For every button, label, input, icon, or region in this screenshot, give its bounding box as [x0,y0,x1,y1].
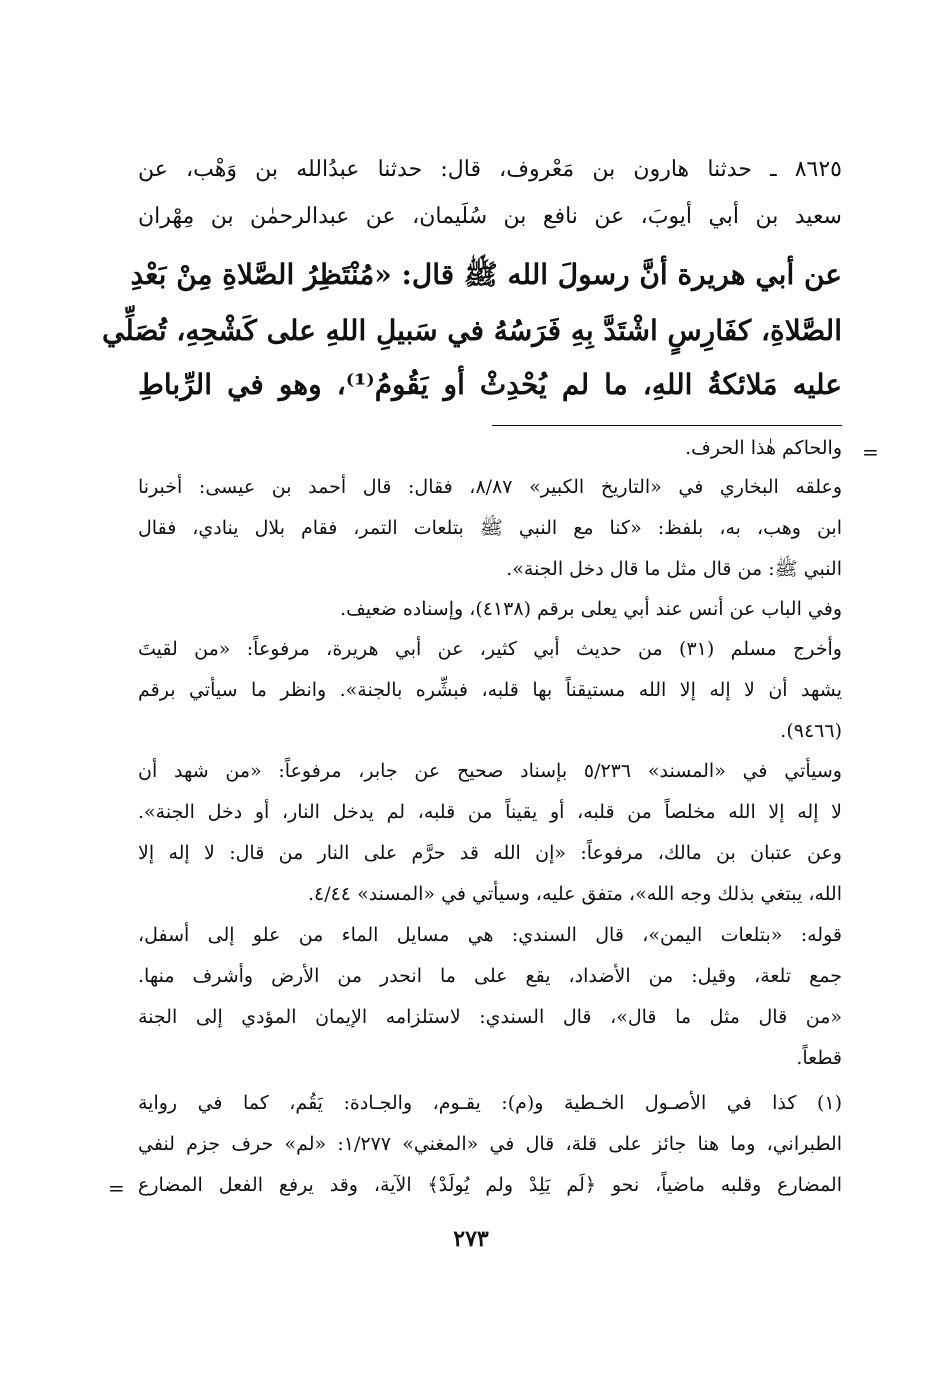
footnote-line-12: الله، يبتغي بذلك وجه الله»، متفق عليه، وسيأتي في «المسند» ٤/٤٤. [307,883,842,905]
footnote-end-marker: = [108,1176,125,1200]
footnote-line-5: وفي الباب عن أنس عند أبي يعلى برقم (٤١٣٨)، وإسناده ضعيف. [340,598,842,620]
footnote-line-6: وأخرج مسلم (٣١) من حديث أبي كثير، عن أبي هريرة، مرفوعاً: «من لقيتَ [138,638,842,660]
footnote-separator [492,425,842,426]
sanad-line-2: سعيد بن أبي أيوبَ، عن نافع بن سُلَيمان، عن عبدالرحمٰن بن مِهْران [138,204,842,229]
footnote-line-1: والحاكم هٰذا الحرف. [685,437,842,459]
footnote-line-4: النبي ﷺ: من قال مثل ما قال دخل الجنة». [506,558,842,580]
footnote-line-19: المضارع وقلبه ماضياً، نحو ﴿لَم يَلِدْ ولم يُولَدْ﴾ الآية، وقد يرفع الفعل المضارع [138,1174,842,1196]
footnote-line-13: قوله: «بتلعات اليمن»، قال السندي: هي مسايل الماء من علو إلى أسفل، [138,924,842,946]
footnote-line-9: وسيأتي في «المسند» ٥/٢٣٦ بإسناد صحيح عن جابر، مرفوعاً: «من شهد أن [138,760,842,782]
footnote-line-17: (١) كذا في الأصـول الخـطية و(م): يقـوم، والجـادة: يَقُم، كما في رواية [138,1092,842,1114]
continuation-marker: = [862,440,879,464]
matn-line-1: عن أبي هريرة أنَّ رسولَ الله ﷺ قال: «مُنْتَظِرُ الصَّلاةِ مِنْ بَعْدِ [130,258,842,291]
footnote-line-14: جمع تلعة، وقيل: من الأضداد، يقع على ما انحدر من الأرض وأشرف منها. [138,965,842,987]
footnote-line-18: الطبراني، وما هنا جائز على قلة، قال في «المغني» ١/٢٧٧: «لم» حرف جزم لنفي [138,1133,842,1155]
page-number: ٢٧٣ [453,1226,489,1252]
footnote-line-7: يشهد أن لا إله إلا الله مستيقناً بها قلبه، فبشِّره بالجنة». وانظر ما سيأتي برقم [138,679,842,701]
matn-line-2: الصَّلاةِ، كفَارِسٍ اشْتَدَّ بِهِ فَرَسُهُ في سَبيلِ اللهِ على كَشْحِهِ، تُصَلِّي [101,314,842,347]
footnote-line-10: لا إله إلا الله مخلصاً من قلبه، أو يقيناً من قلبه، لم يدخل النار، أو دخل الجنة». [138,801,842,823]
sanad-line-1: ٨٦٢٥ ـ حدثنا هارون بن مَعْروف، قال: حدثنا عبدُالله بن وَهْب، عن [138,157,842,182]
footnote-line-3: ابن وهب، به، بلفظ: «كنا مع النبي ﷺ بتلعات التمر، فقام بلال ينادي، فقال [138,517,842,539]
footnote-line-11: وعن عتبان بن مالك، مرفوعاً: «إن الله قد حرَّم على النار من قال: لا إله إلا [138,842,842,864]
footnote-line-15: «من قال مثل ما قال»، قال السندي: لاستلزامه الإيمان المؤدي إلى الجنة [138,1006,842,1028]
footnote-line-8: (٩٤٦٦). [780,720,842,742]
matn-line-3: عليه مَلائكةُ اللهِ، ما لم يُحْدِثْ أو يَقُومُ⁽¹⁾، وهو في الرِّباطِ [138,368,843,401]
footnote-line-16: قطعاً. [796,1047,842,1069]
footnote-line-2: وعلقه البخاري في «التاريخ الكبير» ٨/٨٧، فقال: قال أحمد بن عيسى: أخبرنا [138,476,842,498]
